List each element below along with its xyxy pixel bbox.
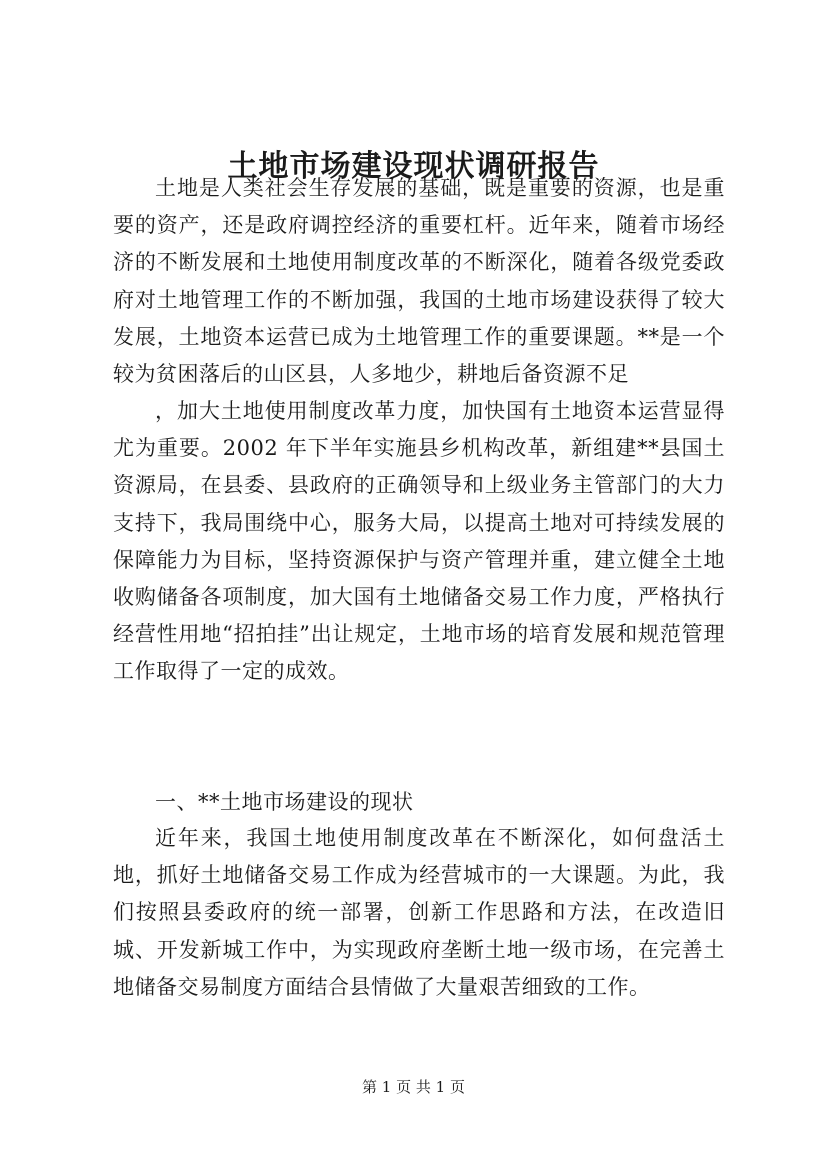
document-title: 土地市场建设现状调研报告 (227, 149, 600, 184)
page-footer: 第 1 页 共 1 页 (362, 1078, 465, 1096)
paragraph-status: 近年来，我国土地使用制度改革在不断深化，如何盘活土地，抓好土地储备交易工作成为经营城市的一大课题。为此，我们按照县委政府的统一部署，创新工作思路和方法，在改造旧城、开发新城工作中，为实现政府垄断土地一级市场，在完善土地储备交易制度方面结合县情做了大量艰苦细致的工作。 (113, 826, 725, 999)
paragraph-intro: 土地是人类社会生存发展的基础，既是重要的资源，也是重要的资产，还是政府调控经济的重要杠杆。近年来，随着市场经济的不断发展和土地使用制度改革的不断深化，随着各级党委政府对土地管理工作的不断加强，我国的土地市场建设获得了较大发展，土地资本运营已成为土地管理工作的重要课题。**是一个较为贫困落后的山区县，人多地少，耕地后备资源不足 (113, 176, 725, 387)
paragraph-reform: ，加大土地使用制度改革力度，加快国有土地资本运营显得尤为重要。2002 年下半年实施县乡机构改革，新组建**县国土资源局，在县委、县政府的正确领导和上级业务主管部门的大力支持下，我局围绕中心，服务大局，以提高土地对可持续发展的保障能力为目标，坚持资源保护与资产管理并重，建立健全土地收购储备各项制度，加大国有土地储备交易工作力度，严格执行经营性用地“招拍挂”出让规定，土地市场的培育发展和规范管理工作取得了一定的成效。 (113, 399, 725, 684)
section-heading: 一、**土地市场建设的现状 (155, 790, 414, 814)
